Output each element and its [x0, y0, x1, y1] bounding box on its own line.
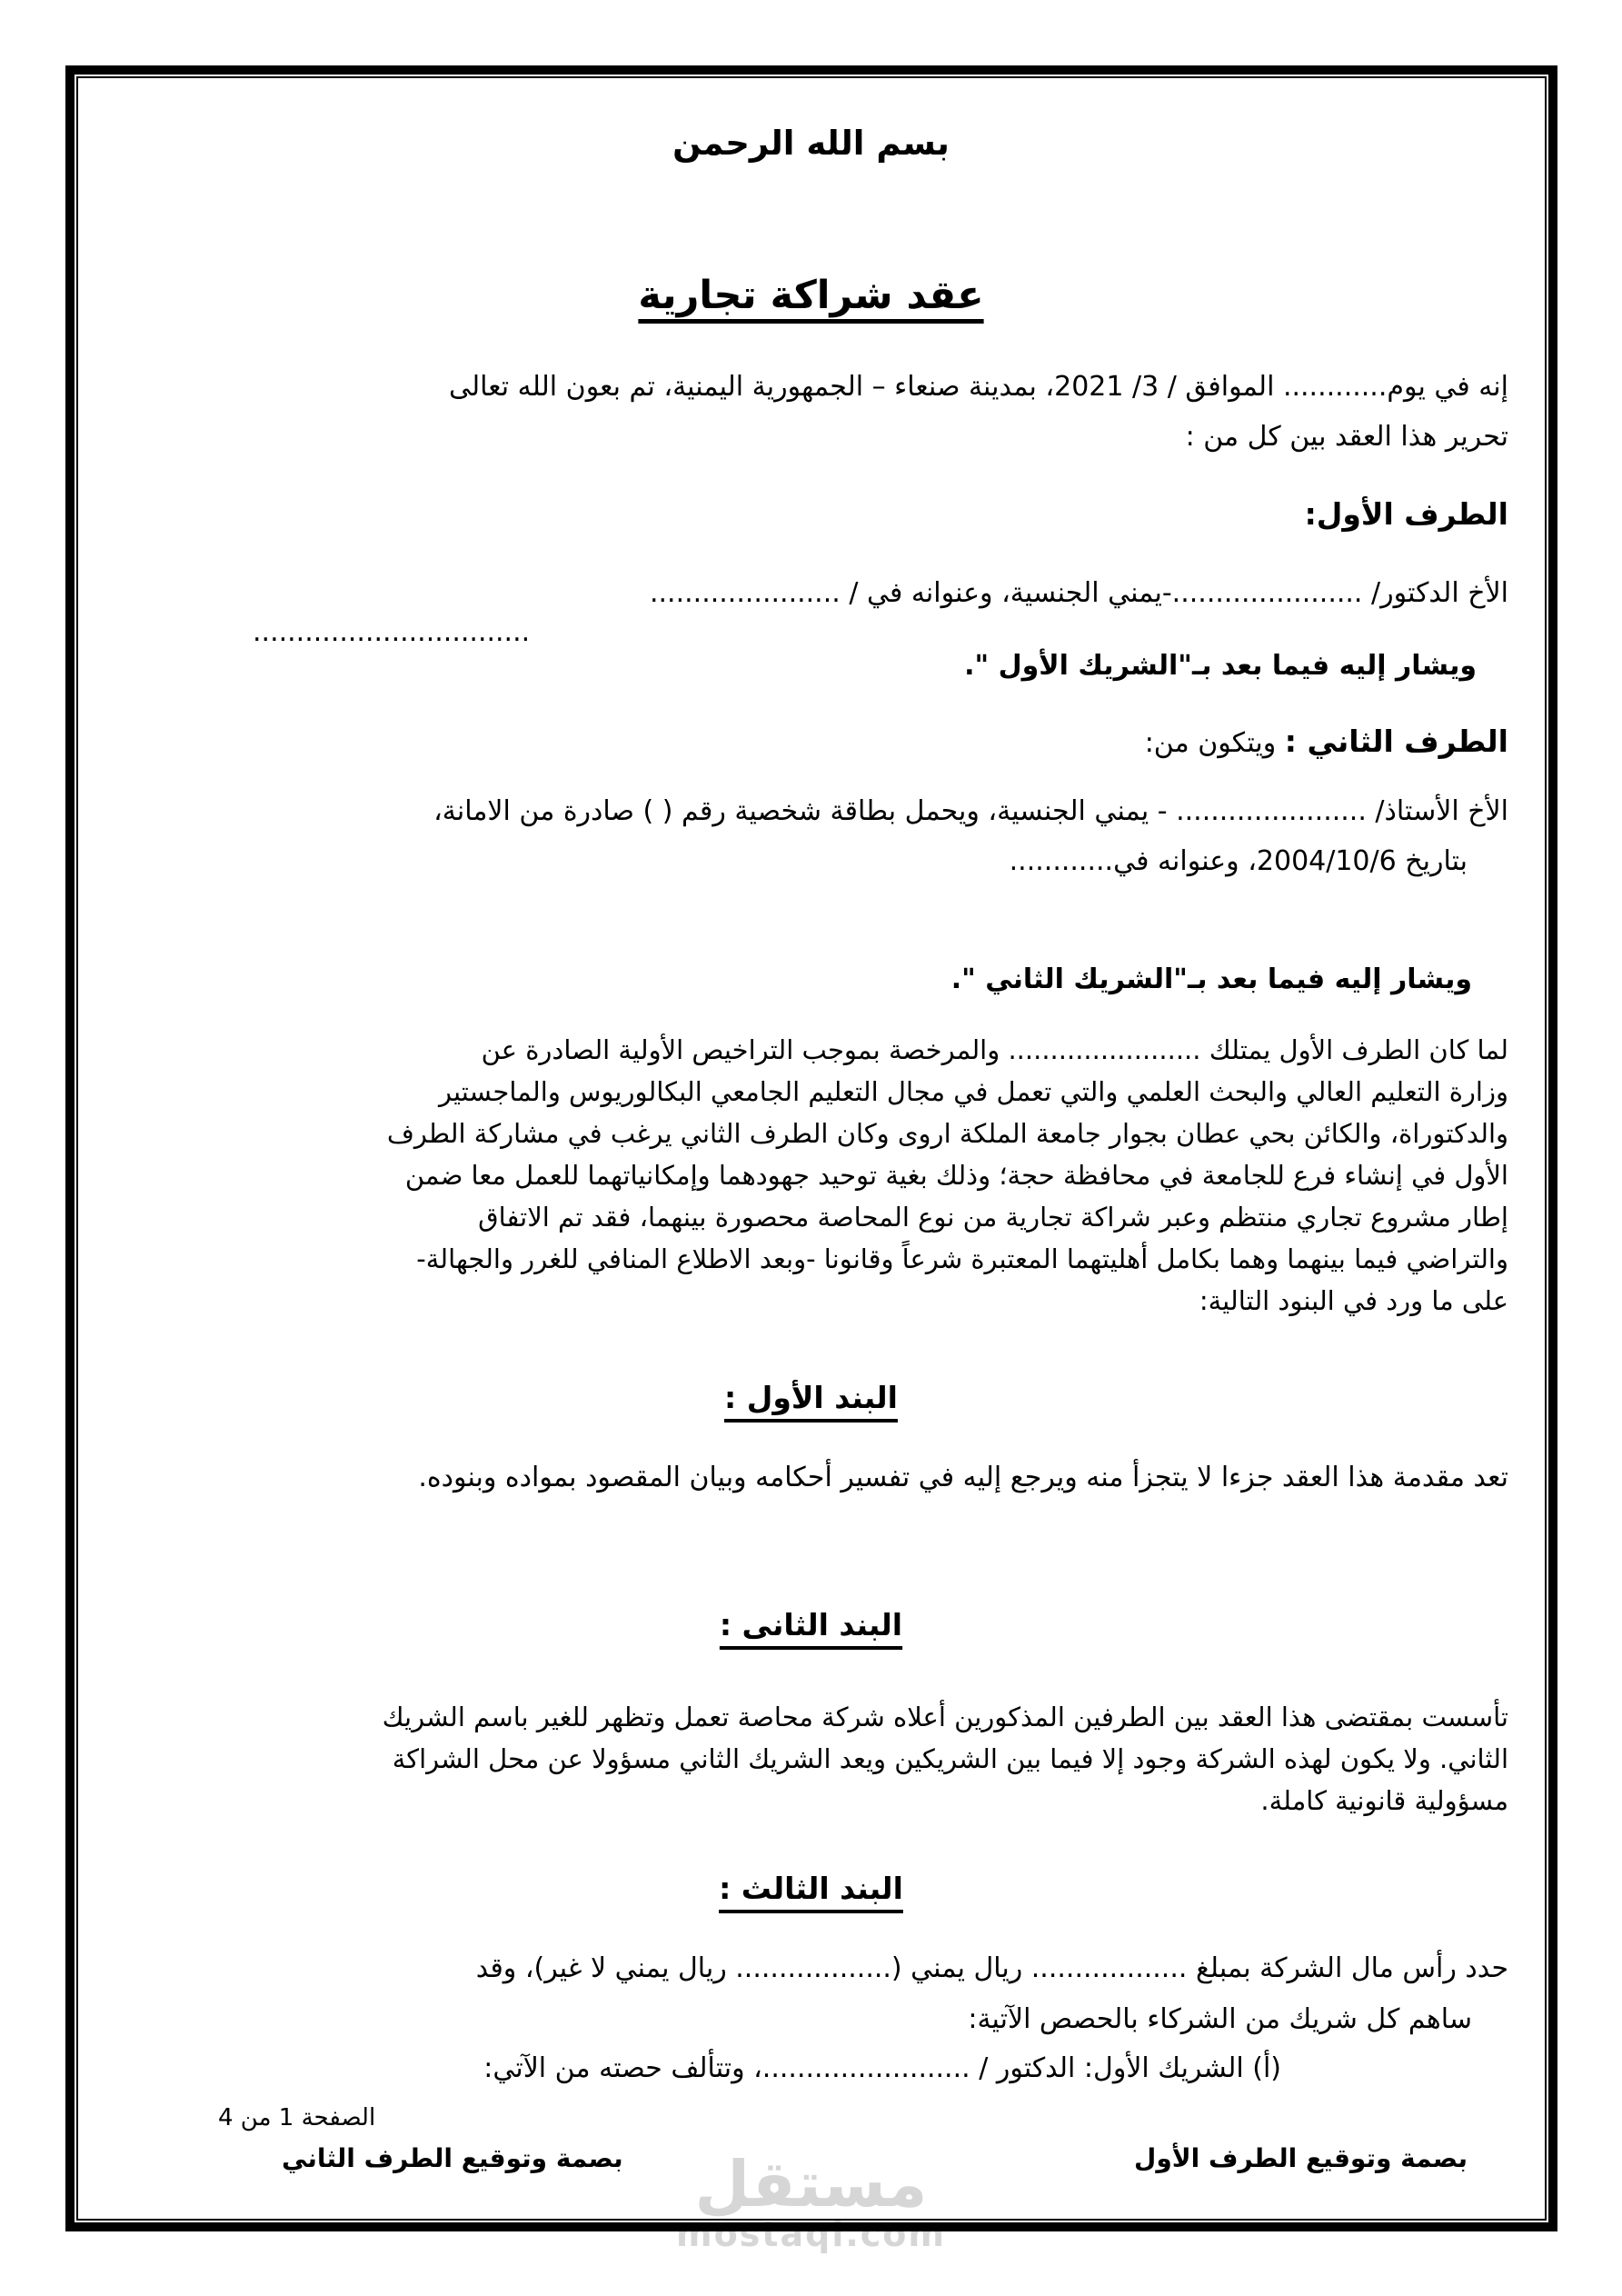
clause3-title-row [114, 1871, 1508, 1906]
party1-heading: الطرف الأول: [1304, 496, 1508, 532]
signature-label-party1: بصمة وتوقيع الطرف الأول [1134, 2143, 1468, 2173]
preamble-line-7: على ما ورد في البنود التالية: [1199, 1285, 1508, 1316]
watermark-arabic-logo: مستقل [694, 2147, 928, 2221]
clause2-line-1: تأسست بمقتضى هذا العقد بين الطرفين المذكورين أعلاه شركة محاصة تعمل وتظهر للغير باسم الشريك [382, 1702, 1508, 1732]
watermark-domain: mostaql.com [675, 2214, 947, 2254]
preamble-line-5: إطار مشروع تجاري منتظم وعبر شراكة تجارية من نوع المحاصة محصورة بينهما، فقد تم الاتفاق [478, 1202, 1508, 1233]
party1-details-line: الأخ الدكتور/ ......................-يمني الجنسية، وعنوانه في / ...................... [649, 577, 1508, 609]
clause2-line-2: الثاني. ولا يكون لهذه الشركة وجود إلا فيما بين الشريكين ويعد الشريك الثاني مسؤولا عن محل الشراكة [392, 1743, 1508, 1774]
clause3-line-3: (أ) الشريك الأول: الدكتور / ........................، وتتألف حصته من الآتي: [483, 2052, 1281, 2084]
document-title-row [114, 273, 1508, 318]
party2-alias-line: ويشار إليه فيما بعد بـ"الشريك الثاني ". [950, 963, 1472, 995]
party2-heading: الطرف الثاني : [1284, 724, 1508, 759]
party1-alias-line: ويشار إليه فيما بعد بـ"الشريك الأول ". [964, 650, 1477, 682]
party1-address-dots: ................................ [253, 616, 531, 648]
clause2-title-row [114, 1607, 1508, 1642]
preamble-line-3: والدكتوراة، والكائن بحي عطان بجوار جامعة الملكة اروى وكان الطرف الثاني يرغب في مشاركة الطرف [386, 1118, 1508, 1149]
clause1-title: البند الأول : [724, 1380, 898, 1415]
clause1-title-row [114, 1380, 1508, 1415]
document-title: عقد شراكة تجارية [638, 273, 984, 318]
intro-line-1: إنه في يوم............ الموافق / 3/ 2021، بمدينة صنعاء – الجمهورية اليمنية، تم بعون الله تعالى [448, 371, 1508, 403]
clause2-title: البند الثانى : [719, 1607, 903, 1642]
preamble-line-2: وزارة التعليم العالي والبحث العلمي والتي تعمل في مجال التعليم الجامعي البكالوريوس والماجستير [439, 1076, 1508, 1107]
clause3-title: البند الثالث : [719, 1871, 903, 1906]
preamble-line-6: والتراضي فيما بينهما وهما بكامل أهليتهما المعتبرة شرعاً وقانونا -وبعد الاطلاع المنافي للغرر والجهالة- [416, 1243, 1508, 1274]
preamble-line-1: لما كان الطرف الأول يمتلك ....................... والمرخصة بموجب التراخيص الأولية الصادرة عن [481, 1034, 1508, 1065]
party2-details-line-2: بتاريخ 2004/10/6، وعنوانه في............ [1009, 845, 1468, 877]
party2-details-line-1: الأخ الأستاذ/ ...................... - يمني الجنسية، ويحمل بطاقة شخصية رقم ( ) صادرة من الامانة، [433, 795, 1508, 827]
clause1-body: تعد مقدمة هذا العقد جزءا لا يتجزأ منه ويرجع إليه في تفسير أحكامه وبيان المقصود بمواده وبنوده. [418, 1462, 1508, 1493]
intro-line-2: تحرير هذا العقد بين كل من : [1185, 421, 1508, 453]
page-number-label: الصفحة 1 من 4 [218, 2104, 376, 2131]
clause2-line-3: مسؤولية قانونية كاملة. [1260, 1785, 1508, 1816]
party2-heading-row [114, 716, 1508, 768]
signature-label-party2: بصمة وتوقيع الطرف الثاني [282, 2143, 623, 2173]
clause3-line-1: حدد رأس مال الشركة بمبلغ .................. ريال يمني (.................. ريال يمني لا غير)، وقد [475, 1952, 1508, 1984]
party2-heading-rest: ويتكون من: [1144, 727, 1285, 759]
preamble-line-4: الأول في إنشاء فرع للجامعة في محافظة حجة؛ وذلك بغية توحيد جهودهما وإمكانياتهما للعمل معا ضمن [404, 1160, 1508, 1191]
clause3-line-2: ساهم كل شريك من الشركاء بالحصص الآتية: [968, 2003, 1472, 2035]
bismillah-header: بسم الله الرحمن [672, 124, 950, 163]
